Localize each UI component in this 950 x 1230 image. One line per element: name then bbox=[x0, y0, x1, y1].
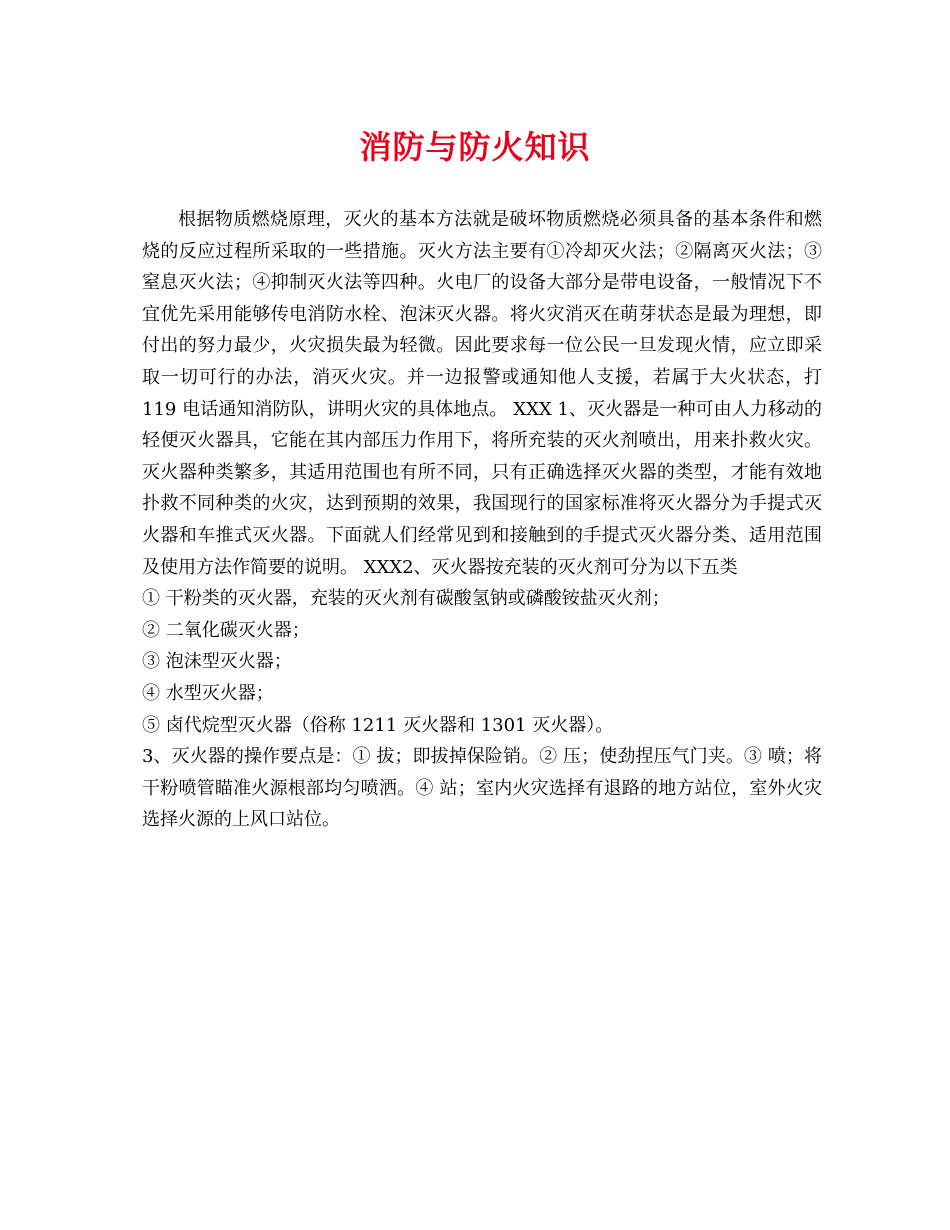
extinguisher-type-item: ④ 水型灭火器； bbox=[142, 682, 274, 704]
extinguisher-type-item: ⑤ 卤代烷型灭火器（俗称 1211 灭火器和 1301 灭火器）。 bbox=[142, 714, 614, 736]
document-title: 消防与防火知识 bbox=[359, 128, 591, 166]
extinguisher-type-item: ③ 泡沫型灭火器； bbox=[142, 651, 292, 673]
document-body bbox=[142, 204, 822, 836]
extinguisher-type-item: ① 干粉类的灭火器，充装的灭火剂有碳酸氢钠或磷酸铵盐灭火剂； bbox=[142, 588, 670, 610]
extinguisher-type-item: ② 二氧化碳灭火器； bbox=[142, 619, 310, 641]
intro-paragraph: 根据物质燃烧原理，灭火的基本方法就是破坏物质燃烧必须具备的基本条件和燃烧的反应过程所采取的一些措施。灭火方法主要有①冷却灭火法；②隔离灭火法；③窒息灭火法；④抑制灭火法等四种。火电厂的设备大部分是带电设备，一般情况下不宜优先采用能够传电消防水栓、泡沫灭火器。将火灾消灭在萌芽状态是最为理想，即付出的努力最少，火灾损失最为轻微。因此要求每一位公民一旦发现火情，应立即采取一切可行的办法，消灭火灾。并一边报警或通知他人支援，若属于大火状态，打 119 电话通知消防队，讲明火灾的具体地点。 XXX 1、灭火器是一种可由人力移动的轻便灭火器具，它能在其内部压力作用下，将所充装的灭火剂喷出，用来扑救火灾。灭火器种类繁多，其适用范围也有所不同，只有正确选择灭火器的类型，才能有效地扑救不同种类的火灾，达到预期的效果，我国现行的国家标准将灭火器分为手提式灭火器和车推式灭火器。下面就人们经常见到和接触到的手提式灭火器分类、适用范围及使用方法作简要的说明。 XXX2、灭火器按充装的灭火剂可分为以下五类 bbox=[142, 209, 822, 578]
operation-points-paragraph: 3、灭火器的操作要点是：① 拔；即拔掉保险销。② 压；使劲捏压气门夹。③ 喷；将干粉喷管瞄准火源根部均匀喷洒。④ 站；室内火灾选择有退路的地方站位，室外火灾选择火源的上风口站位。 bbox=[142, 746, 822, 831]
